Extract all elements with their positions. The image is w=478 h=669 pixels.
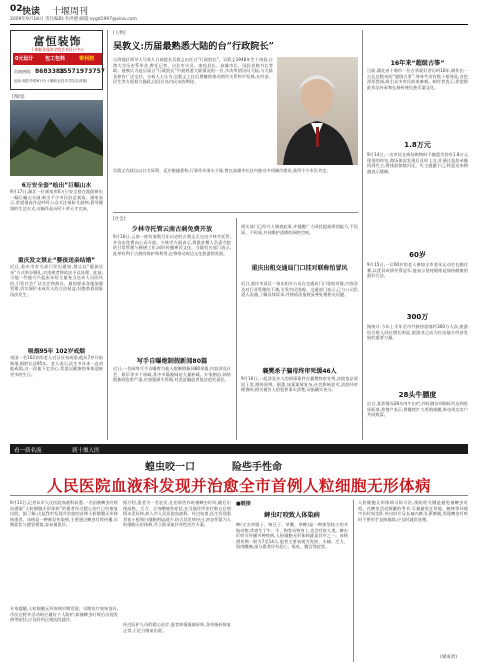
right-headline-4: 300万 [406,313,429,321]
mid-headline-1: 吴敦义:历届最熟悉大陆的台“行政院长” [113,41,274,52]
mid-article-1b: 吴敦义在政坛以口才犀利、反应敏捷著称,行事作风务实干练,曾在高雄市长任内推动多项城市建设,获得不少市民肯定。 [113,168,331,173]
ad-offer-b: 包工包料 [45,56,66,62]
ad-title: 富恒装饰 [33,35,82,48]
mid-article-2: 9月16日,云南一座有着数百年历史的古刹正式交由少林寺托管,并宣布免费向公众开放。少林寺方面表示,将派驻僧人负责寺院的日常管理与修缮工作,同时传播禅武文化。当地有关部门表示,此举有利于古刹的保护和利用,也将带动周边文化旅游的发展。 [113,234,231,256]
left-article-1: 9月17日,湖北一位画家用6万只安全套在地面拼出一幅巨幅山水画,吸引不少市民驻足观看。画家表示,希望借此作品呼吁公众关注预防艾滋病,倡导健康的生活方式,这幅作品历时十余天才完成。 [10,189,103,211]
mid-headline-3: 写手自曝炮制假新闻80篇 [136,358,208,365]
ad-hotline-2: 15571973757 [59,68,105,75]
right-article-5: 近日,某养殖场28头肉牛出栏,经检测各项指标均达到优质标准,养殖户表示,将继续扩大养殖规模,带动周边农户共同致富。 [367,401,468,418]
kicker-a: 蝗虫咬一口 [145,462,195,473]
paper-name: 十堰周刊 [52,7,89,17]
mid-rule [113,212,358,213]
mid2-article-2: 近日,重庆市某区一家出租车公司在交通局门口张贴对联,内容涉及对行业管理的不满,引发市民围观。交通部门表示,已与公司负责人沟通,了解具体诉求,并将依法依规妥善处理相关问题。 [241,281,358,298]
col-divider-4 [353,500,354,662]
right-article-3: 9月15日,一位60岁的老人参加全市老年运动会长跑比赛,以优异成绩夺得冠军,他表示坚持锻炼是保持健康的最好方法。 [367,262,468,279]
feature-col-2: 据介绍,患者为一名农民,在田间劳作时被蜱虫叮咬,随后出现高热、乏力、全身酸痛等症状,在当地诊所治疗数日后病情未见好转,转入市人民医院血液科。经过检查,医生发现患者血小板和白细胞明显减少,结合其发病经过,初步怀疑为人粒细胞无形体病,并立即采取针对性治疗方案。 [123,500,231,528]
landscape-photo [10,100,103,176]
kicker-b: 险些手性命 [232,462,282,473]
ad-address: 地址:朝阳中路81号(十堰职业技术学院实训楼) [14,79,88,83]
feature-col-3: 蜱(又名草爬子、狗豆子、草鳖、草蜱)是一种体型较小的节肢动物,常寄生于牛、羊、狗等动物身上,也会叮咬人类。蜱虫叮咬可传播多种疾病,人粒细胞无形体病就是其中之一。该病潜伏期一般为7至14天,患者主要表现为发热、头痛、乏力、肌肉酸痛,部分患者伴有恶心、呕吐、腹泻等症状。 [236,522,348,550]
ad-hotline-label: 咨询热线: [14,69,32,74]
feature-bar-left: 看一质名流 [14,448,42,454]
mid-section-tag-2: [社会] [113,217,126,222]
feature-bar-right: 到十堰人医 [72,448,100,454]
left-article-3: 英国一名102岁的老人近日宣布戒烟,他从7岁开始吸烟,烟龄长达95年。老人表示,医生多年来一直劝他戒烟,这一次他下定决心,希望以健康的身体迎接更多的生日。 [10,355,103,377]
portrait-photo [277,57,358,165]
right-article-2: 9月14日,一名市民在商场购物时不慎遗失装有1.8万元现金的挎包,商场保安发现后及时上交,并通过监控录像找到失主,将钱款如数归还。失主感激不已,特意送来锦旗表示感谢。 [367,152,468,174]
feature-headline: 人民医院血液科发现并治愈全市首例人粒细胞无形体病 [46,476,431,495]
feature-rule [10,495,468,496]
mid-article-3: 近日,一名网络写手自曝曾为他人炮制假新闻80余篇,内容涉及社会、娱乐等多个领域,其中多篇被网站大量转载。专家指出,网络假新闻危害严重,应加强源头管理,对恶意编造者依法追究责任。 [113,366,231,383]
portrait-figure [277,57,358,165]
mid-headline-2: 少林寺托管云南古刹免费开放 [131,226,213,233]
ad-offer-a: 0元设计 [15,56,34,62]
feature-col-2b: 经过医护人员的精心治疗,患者病情逐渐好转,各项指标恢复正常,于近日康复出院。 [123,622,231,633]
col-divider-1 [107,30,108,440]
left-headline-2: 重庆发文禁止“婴孩送亲结婚” [17,258,96,264]
photo-caption: 6万安全套“绘出”巨幅山水 [21,183,92,189]
section-name: 快读 [22,7,41,17]
right-headline-2: 1.8万元 [404,141,431,149]
col-divider-3 [362,30,363,440]
left-section-tag: [图闻] [12,95,25,100]
ad-subtitle: 十堰职业技术学院艺术设计中心 [30,47,85,52]
mid2-article-3: 9月16日,一起涉及多人的刑事案件在襄樊终审宣判,法院依法驳回上诉,维持原判。据悉,该案案情复杂,社会影响恶劣,法院经审理查明,相关被告人的犯罪事实清楚,证据确实充分。 [241,376,358,393]
mid-article-1: 台湾地区领导人马英九日前提名吴敦义出任台“行政院长”。吴敦义1948年生于南投,台湾大学历史系毕业,曾任记者、台北市议员、南投县长、高雄市长、国民党秘书长等职。他被认为是历届台“行政院长”中最熟悉大陆情况的一位,多次率团访问大陆,与大陆各界有广泛交往。分析人士认为,吴敦义上任后将继续推动两岸关系和平发展,在经济、民生等方面着力施政,以回应岛内民众的期待。 [113,57,273,85]
right-article-1: 日前,湖北省十堰市一位古筝爱好者历时16年,制作出一台长达数米的“超级古筝”,琴身共设有数十根琴弦,音色浑厚悠扬,吸引众多市民前来参观。制作者表示,希望借此作品传承和弘扬传统民族乐器文化。 [367,68,468,90]
ad-hotline-1: 8683383 [35,68,65,75]
mountain-shape [10,100,103,176]
link-tag: ■链接 [236,501,251,507]
mid2-headline-2: 襄樊杀子骗母终审死缓46人 [262,368,337,375]
masthead-rule [10,24,468,25]
dateline: 2009年9月18日 责任编辑:李洪德 邮箱:sygd1997@sina.com [10,17,137,22]
mid2-article-1: 相关部门已经介入调查此事,并提醒广大网民提高辨别能力,不信谣、不传谣,共同维护清朗的网络空间。 [241,224,358,235]
left-headline-3: 吸烟95年 102岁戒烟 [28,349,85,355]
mid2-headline-1: 重庆出租交通局门口挂对联称怕冒风 [251,265,348,272]
link-subheadline: 蜱虫叮咬致人体染病 [264,512,320,519]
feature-col-1b: 专家提醒,人粒细胞无形体病早期发现、早期治疗效果良好,市民在野外活动时应做好个人防护,如被蜱虫叮咬后出现发热等症状,应及时到正规医院就诊。 [10,606,118,623]
feature-col-1: 9月11日,记者从市人民医院血液科获悉,一名因被蜱虫叮咬而感染“人粒细胞无形体病”的患者经过精心治疗已经康复出院。据了解,这是我市发现并治愈的首例人粒细胞无形体病患者。该病是一种新发传染病,主要通过蜱虫叮咬传播,早期症状与感冒相似,容易被误诊。 [10,500,118,528]
byline: (梁成勇) [440,655,458,660]
right-headline-5: 28头牛膘度 [398,391,437,399]
ad-block [10,30,103,90]
feature-col-4: 人粒细胞无形体病可防可治,预防的关键是避免被蜱虫叮咬。在蜱虫活动频繁的季节,尽量避免在草地、树林等环境中长时间坐卧,外出时应穿长袖衣裤,扎紧裤腿,发现蜱虫叮咬时不要用手直接拔除,应及时就医处理。 [358,500,468,522]
col-divider-2 [236,218,237,440]
right-headline-1: 16年来“超级古筝” [390,60,445,67]
masthead [10,4,468,26]
right-headline-3: 60岁 [409,251,426,259]
right-article-4: 据统计,今年上半年全市共接待游客约300万人次,旅游综合收入同比增长明显,旅游业已成为拉动地方经济发展的重要力量。 [367,324,468,341]
page-number: 02 [10,4,23,14]
ad-offer-c: 零利润 [79,56,95,62]
left-article-2: 近日,重庆市有关部门发出通知,禁止以“婴孩送亲”方式举办婚礼,对违规者将依法予以处理。此前,当地一些地方兴起由年幼儿童充当送亲人员的风俗,引发社会广泛关注和热议。通知要求各地加强管理,切实保护未成年人的合法权益,杜绝类似现象再次发生。 [10,264,103,297]
mid-section-tag: [人物] [113,31,126,36]
